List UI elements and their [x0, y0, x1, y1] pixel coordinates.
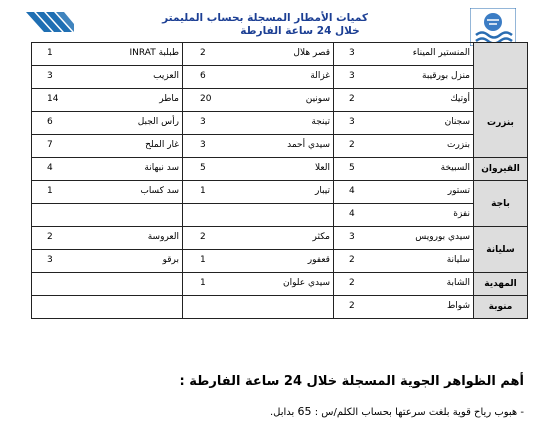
station-cell — [32, 112, 183, 135]
governorate-cell: منوبة — [474, 296, 528, 319]
station-name: قصر هلال — [293, 48, 330, 58]
rainfall-value: 2 — [349, 255, 355, 265]
station-name: تينجة — [311, 117, 330, 127]
station-cell — [183, 89, 334, 112]
wind-line-prefix: - هبوب رياح قوية بلغت سرعتها بحساب الكلم/س : — [314, 407, 524, 418]
rainfall-value: 3 — [349, 232, 355, 242]
table-row — [32, 296, 528, 319]
station-name: بنزرت — [446, 140, 470, 150]
rainfall-value: 4 — [349, 209, 355, 219]
table-row — [32, 89, 528, 112]
station-name: سيدي أحمد — [287, 140, 330, 150]
table-row — [32, 181, 528, 204]
rainfall-value: 3 — [47, 255, 53, 265]
rainfall-value: 1 — [200, 255, 206, 265]
rainfall-value: 1 — [47, 48, 53, 58]
station-name: السبيخة — [440, 163, 470, 173]
station-cell — [183, 158, 334, 181]
station-cell — [334, 250, 474, 273]
wind-line-suffix: بدابل. — [269, 407, 295, 418]
rainfall-value: 2 — [349, 94, 355, 104]
station-cell — [32, 181, 183, 204]
rainfall-value: 3 — [349, 71, 355, 81]
station-name: سليانة — [446, 255, 470, 265]
station-name: أوتيك — [450, 94, 470, 104]
title-line-2: خلال 24 ساعة الفارطة — [240, 25, 360, 37]
governorate-cell — [474, 43, 528, 89]
station-cell — [183, 135, 334, 158]
rainfall-value: 2 — [200, 232, 206, 242]
logo-stripes-icon — [26, 12, 74, 32]
rainfall-value: 3 — [349, 117, 355, 127]
station-cell — [334, 158, 474, 181]
station-cell — [32, 250, 183, 273]
station-name: العلا — [315, 163, 330, 173]
rainfall-value: 3 — [200, 117, 206, 127]
station-name: نفزة — [453, 209, 470, 219]
rainfall-value: 1 — [47, 186, 53, 196]
station-cell — [183, 204, 334, 227]
station-cell — [32, 296, 183, 319]
station-cell — [334, 43, 474, 66]
governorate-cell: المهدية — [474, 273, 528, 296]
station-name: غار الملح — [145, 140, 179, 150]
inm-logo — [24, 8, 74, 44]
governorate-cell: القيروان — [474, 158, 528, 181]
station-cell — [32, 66, 183, 89]
rainfall-value: 1 — [200, 278, 206, 288]
station-cell — [32, 273, 183, 296]
governorate-cell: باجة — [474, 181, 528, 227]
station-name: الشابة — [446, 278, 470, 288]
station-name: العزيب — [153, 71, 179, 81]
rainfall-value: 4 — [47, 163, 53, 173]
station-cell — [334, 112, 474, 135]
station-name: سيدي علوان — [283, 278, 330, 288]
station-name: تستور — [447, 186, 470, 196]
rainfall-value: 2 — [349, 301, 355, 311]
table-row — [32, 204, 528, 227]
station-name: سونين — [305, 94, 330, 104]
rainfall-value: 5 — [349, 163, 355, 173]
rainfall-value: 7 — [47, 140, 53, 150]
rainfall-value: 2 — [200, 48, 206, 58]
station-cell — [32, 135, 183, 158]
table-row — [32, 135, 528, 158]
station-cell — [334, 89, 474, 112]
rainfall-value: 14 — [47, 94, 59, 104]
station-cell — [183, 43, 334, 66]
rainfall-value: 5 — [200, 163, 206, 173]
rainfall-value: 3 — [47, 71, 53, 81]
station-name: تيبار — [314, 186, 330, 196]
station-name: مكثر — [312, 232, 330, 242]
table-row — [32, 66, 528, 89]
station-cell — [32, 158, 183, 181]
station-cell — [32, 43, 183, 66]
wind-speed-value: 65 — [297, 405, 312, 418]
rainfall-value: 2 — [349, 140, 355, 150]
table-row — [32, 158, 528, 181]
rainfall-table — [31, 42, 528, 319]
rainfall-value: 2 — [47, 232, 53, 242]
table-row — [32, 227, 528, 250]
station-name: طبلبة INRAT — [129, 48, 179, 58]
phenomena-heading: أهم الظواهر الجوية المسجلة خلال 24 ساعة الفارطة : — [179, 374, 524, 389]
wind-phenomenon-line — [270, 405, 524, 418]
station-cell — [183, 250, 334, 273]
station-name: شواط — [446, 301, 470, 311]
station-cell — [183, 296, 334, 319]
table-row — [32, 112, 528, 135]
station-cell — [334, 296, 474, 319]
rainfall-value: 2 — [349, 278, 355, 288]
station-cell — [183, 66, 334, 89]
station-cell — [32, 204, 183, 227]
station-name: غزالة — [310, 71, 330, 81]
station-name: سد نبهانة — [144, 163, 179, 173]
station-cell — [334, 181, 474, 204]
station-name: رأس الجبل — [137, 117, 179, 127]
governorate-cell: سليانة — [474, 227, 528, 273]
title-line-1: كميات الأمطار المسجلة بحساب المليمتر — [162, 12, 368, 24]
station-cell — [334, 204, 474, 227]
station-cell — [334, 66, 474, 89]
rainfall-value: 1 — [200, 186, 206, 196]
rainfall-value: 6 — [200, 71, 206, 81]
station-name: برقو — [162, 255, 179, 265]
station-name: سد كساب — [140, 186, 179, 196]
table-row — [32, 250, 528, 273]
station-cell — [183, 181, 334, 204]
governorate-cell: بنزرت — [474, 89, 528, 158]
station-cell — [334, 273, 474, 296]
rainfall-value: 4 — [349, 186, 355, 196]
page-title — [162, 12, 368, 38]
station-cell — [334, 135, 474, 158]
rainfall-value: 20 — [200, 94, 212, 104]
rainfall-value: 3 — [200, 140, 206, 150]
station-cell — [183, 112, 334, 135]
station-cell — [32, 227, 183, 250]
table-row — [32, 273, 528, 296]
station-cell — [183, 227, 334, 250]
station-name: ماطر — [159, 94, 179, 104]
station-name: العروسة — [147, 232, 179, 242]
station-name: سيدي بورويس — [415, 232, 470, 242]
station-name: قعفور — [307, 255, 330, 265]
rainfall-value: 6 — [47, 117, 53, 127]
table-row — [32, 43, 528, 66]
station-name: المنستير الميناء — [412, 48, 470, 58]
station-name: منزل بورقيبة — [422, 71, 470, 81]
weather-emblem-icon — [470, 8, 516, 46]
station-cell — [183, 273, 334, 296]
rainfall-value: 3 — [349, 48, 355, 58]
station-name: سجنان — [444, 117, 470, 127]
station-cell — [334, 227, 474, 250]
station-cell — [32, 89, 183, 112]
